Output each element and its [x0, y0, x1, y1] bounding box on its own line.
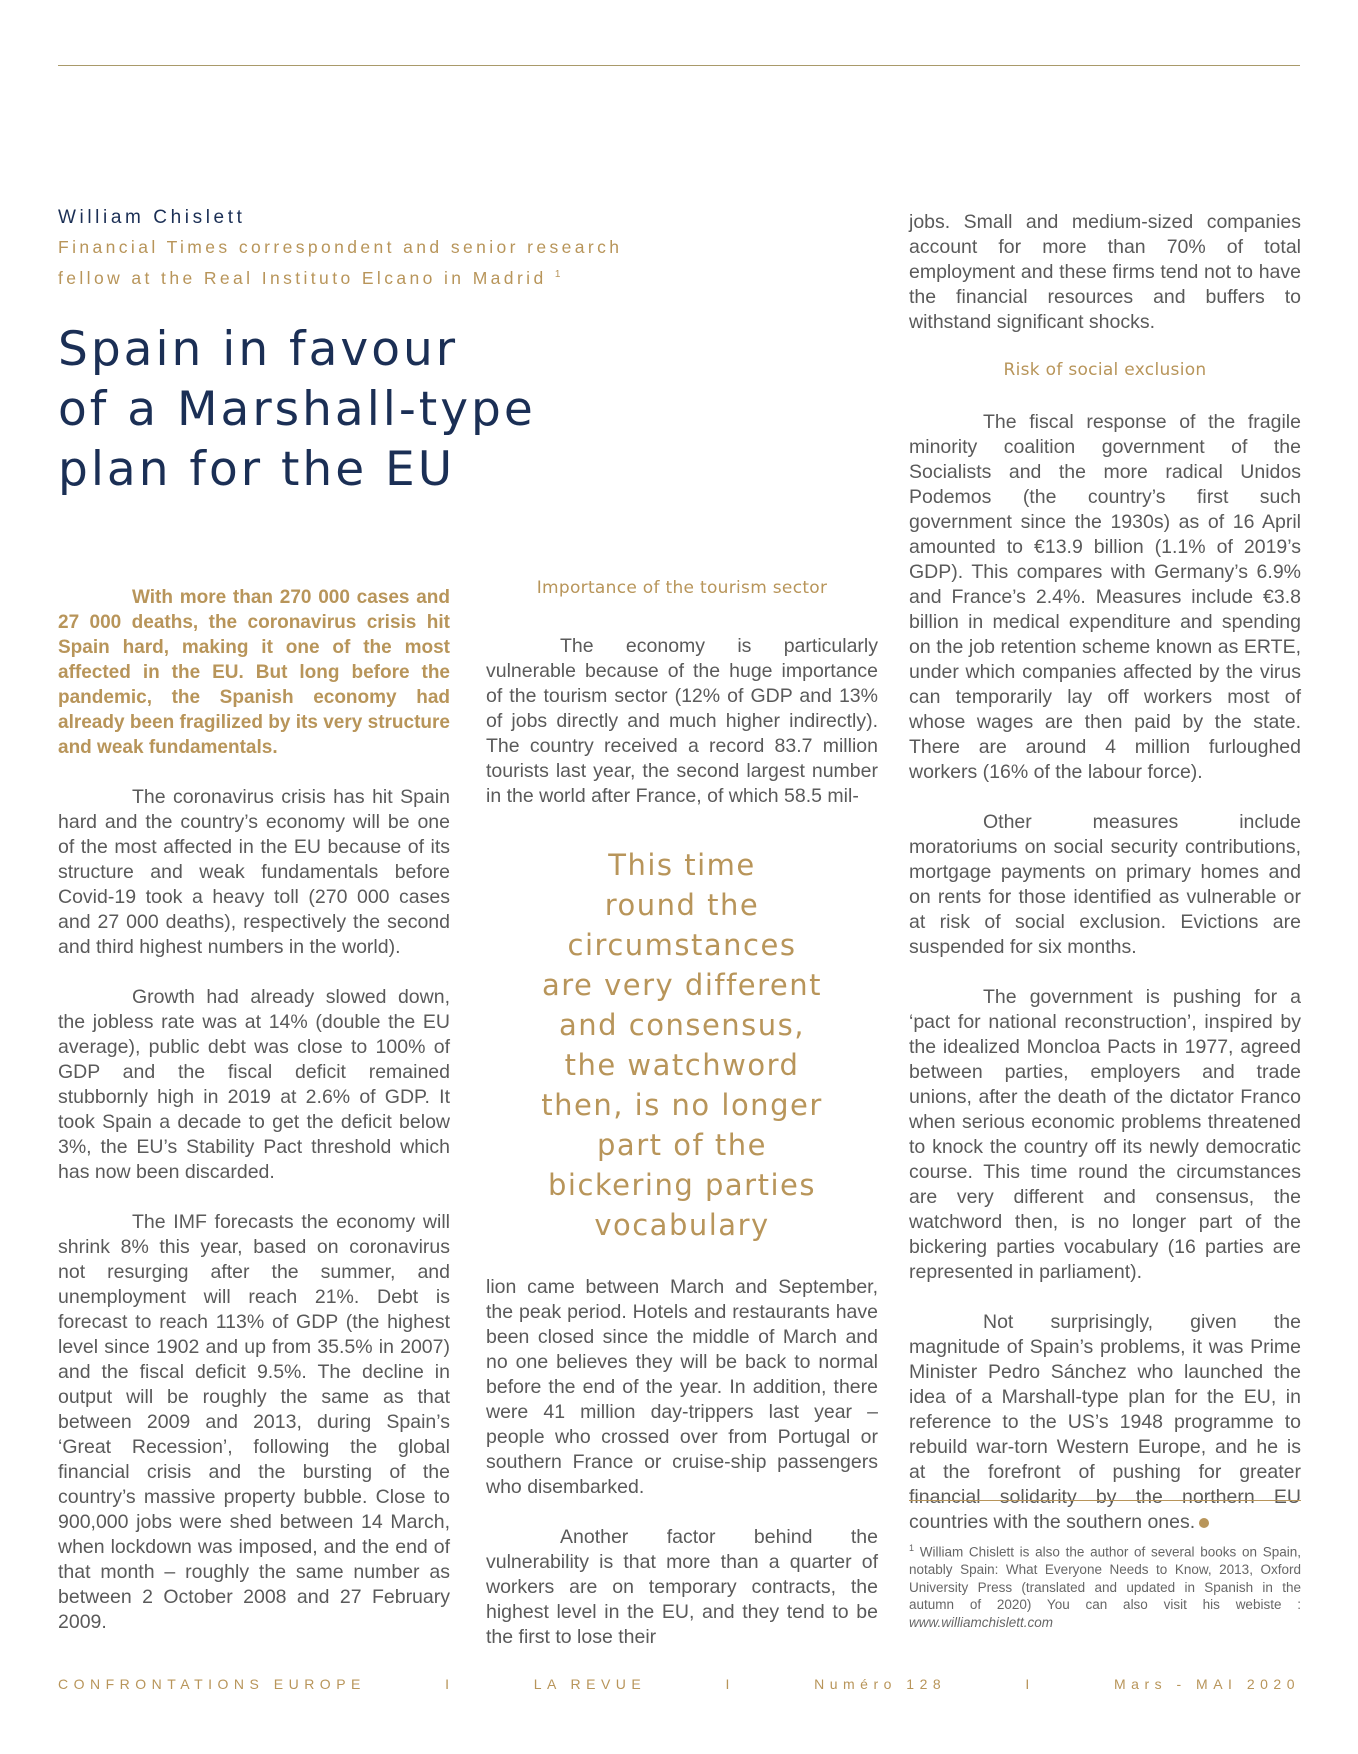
pull-quote-line: the watchword — [564, 1048, 800, 1082]
pull-quote-line: circumstances — [567, 928, 797, 962]
author-name: William Chislett — [58, 207, 246, 228]
body-paragraph: Growth had already slowed down, the jobless rate was at 14% (double the EU average), public debt was close to 100% of GDP and the fiscal deficit remained stubbornly high in 2019 at 2.6% of GDP. It took Spain a decade to get the deficit below 3%, the EU’s Stability Pact threshold which has now been discarded. — [58, 986, 450, 1183]
footer-section: LA REVUE — [533, 1676, 647, 1692]
title-line-1: Spain in favour — [58, 322, 459, 377]
column-3-bottom — [909, 410, 1301, 1560]
footer-separator: I — [1025, 1676, 1035, 1692]
column-1 — [58, 585, 450, 1660]
footer-separator: I — [725, 1676, 735, 1692]
footer-issue: Numéro 128 — [814, 1676, 947, 1692]
footer-separator: I — [445, 1676, 455, 1692]
column-3-top — [909, 210, 1301, 360]
byline — [58, 205, 818, 292]
body-paragraph: Another factor behind the vulnerability is that more than a quarter of workers are on temporary contracts, the highest level in the EU, and they tend to be the first to lose their — [486, 1526, 878, 1648]
pull-quote-line: and consensus, — [559, 1008, 805, 1042]
body-paragraph: The economy is particularly vulnerable because of the huge importance of the tourism sector (12% of GDP and 13% of jobs directly and much higher indirectly). The country received a record 83.7 million tourists last year, the second largest number in the world after France, of which 58.5 mil- — [486, 635, 878, 807]
affiliation-line-2: fellow at the Real Instituto Elcano in Madrid $^1$ — [58, 267, 561, 288]
footnote-rule — [909, 1500, 1301, 1501]
pull-quote-line: This time — [608, 848, 756, 882]
subhead-tourism: Importance of the tourism sector — [536, 578, 828, 598]
pull-quote-line: then, is no longer — [541, 1088, 823, 1122]
pull-quote-line: are very different — [541, 968, 823, 1002]
article-title — [58, 320, 708, 500]
pull-quote-line: vocabulary — [594, 1208, 770, 1242]
body-paragraph: The IMF forecasts the economy will shrink 8% this year, based on coronavirus not resurging after the summer, and unemployment will reach 21%. Debt is forecast to reach 113% of GDP (the highest level since 1902 and up from 35.5% in 2007) and the fiscal deficit 9.5%. The decline in output will be roughly the same as that between 2009 and 2013, during Spain’s ‘Great Recession’, following the global financial crisis and the bursting of the country’s massive property bubble. Close to 900,000 jobs were shed between 14 March, when lockdown was imposed, and the end of that month – roughly the same number as between 2 October 2008 and 27 February 2009. — [58, 1211, 450, 1633]
body-paragraph: The fiscal response of the fragile minority coalition government of the Socialists and the more radical Unidos Podemos (the country’s first such government since the 1930s) as of 16 April amounted to €13.9 billion (1.1% of 2019’s GDP). This compares with Germany’s 6.9% and France’s 2.4%. Measures include €3.8 billion in medical expenditure and spending on the job retention scheme known as ERTE, under which companies affected by the virus can temporarily lay off workers most of whose wages are then paid by the state. There are around 4 million furloughed workers (16% of the labour force). — [909, 411, 1301, 783]
footnote-ref[interactable]: 1 — [554, 269, 561, 280]
body-paragraph-continued: jobs. Small and medium-sized companies account for more than 70% of total employment and these firms tend not to have the financial resources and buffers to withstand significant shocks. — [909, 211, 1301, 333]
page-footer — [58, 1676, 1300, 1692]
pull-quote-line: bickering parties — [548, 1168, 816, 1202]
footnote-marker: 1 — [909, 1543, 915, 1553]
pull-quote-line: round the — [604, 888, 760, 922]
top-rule — [58, 65, 1300, 66]
body-paragraph: The coronavirus crisis has hit Spain hard and the country’s economy will be one of the most affected in the EU because of its structure and weak fundamentals before Covid-19 took a heavy toll (270 000 cases and 27 000 deaths), respectively the second and third highest numbers in the world). — [58, 786, 450, 958]
title-line-3: plan for the EU — [58, 442, 456, 497]
author-affiliation — [58, 233, 818, 292]
pull-quote — [486, 845, 878, 1245]
footnote-text: William Chislett is also the author of several books on Spain, notably Spain: What Everyone Needs to Know, 2013, Oxford University Press (translated and updated in Spanish in the autumn of 2020) You can also visit his webiste : — [909, 1544, 1301, 1612]
author-website-link[interactable]: www.williamchislett.com — [909, 1614, 1054, 1630]
title-line-2: of a Marshall-type — [58, 382, 536, 437]
footer-date: Mars - MAI 2020 — [1114, 1676, 1300, 1692]
body-paragraph-continued: lion came between March and September, the peak period. Hotels and restaurants have been closed since the middle of March and no one believes they will be back to normal before the end of the year. In addition, there were 41 million day-trippers last year – people who crossed over from Portugal or southern France or cruise-ship passengers who disembarked. — [486, 1276, 878, 1498]
column-2-bottom — [486, 1275, 878, 1675]
body-paragraph: Other measures include moratoriums on social security contributions, mortgage payments on primary homes and on rents for those identified as vulnerable or at risk of social exclusion. Evictions are suspended for six months. — [909, 811, 1301, 958]
column-2-top — [486, 634, 878, 834]
end-of-article-dot-icon — [1199, 1518, 1209, 1528]
body-paragraph-final: Not surprisingly, given the magnitude of Spain’s problems, it was Prime Minister Pedro Sánchez who launched the idea of a Marshall-type plan for the EU, in reference to the US’s 1948 programme to rebuild war-torn Western Europe, and he is at the forefront of pushing for greater financial solidarity by the northern EU countries with the southern ones. — [909, 1311, 1301, 1533]
body-paragraph: The government is pushing for a ‘pact for national reconstruction’, inspired by the idealized Moncloa Pacts in 1977, agreed between parties, employers and trade unions, after the death of the dictator Franco when serious economic problems threatened to knock the country off its newly democratic course. This time round the circumstances are very different and consensus, the watchword then, is no longer part of the bickering parties vocabulary (16 parties are represented in parliament). — [909, 986, 1301, 1283]
affiliation-line-1: Financial Times correspondent and senior research — [58, 237, 623, 257]
footnote — [909, 1540, 1301, 1631]
footer-publication: CONFRONTATIONS EUROPE — [58, 1676, 366, 1692]
subhead-social-exclusion: Risk of social exclusion — [1003, 360, 1207, 380]
pull-quote-line: part of the — [597, 1128, 767, 1162]
lead-paragraph: With more than 270 000 cases and 27 000 deaths, the coronavirus crisis hit Spain hard, making it one of the most affected in the EU. But long before the pandemic, the Spanish economy had already been fragilized by its very structure and weak fundamentals. — [58, 587, 450, 758]
